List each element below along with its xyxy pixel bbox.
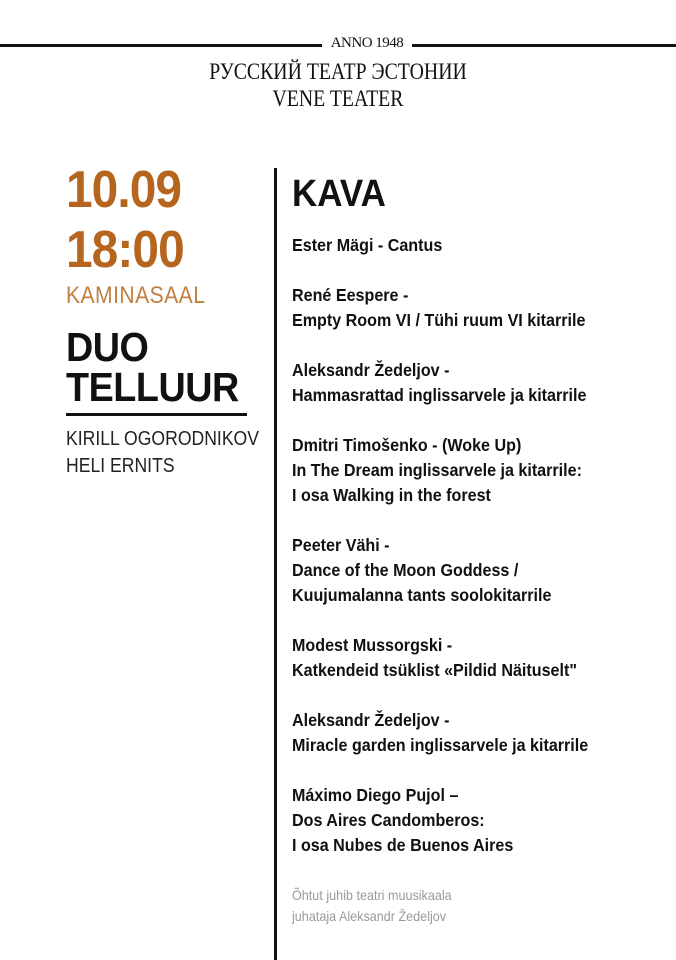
poster-header <box>0 0 676 120</box>
program-item <box>292 533 642 608</box>
host-note <box>292 885 616 927</box>
ensemble-underline <box>66 413 247 416</box>
theatre-name-estonian: VENE TEATER <box>272 86 404 111</box>
program-item-line: Máximo Diego Pujol – <box>292 785 459 805</box>
program-item-line: Modest Mussorgski - <box>292 635 453 655</box>
theatre-name-russian: РУССКИЙ ТЕАТР ЭСТОНИИ <box>209 59 467 84</box>
ensemble-name-line2: TELLUUR <box>66 364 239 410</box>
performer-list <box>66 426 259 480</box>
column-divider <box>274 168 277 960</box>
program-item-line: Kuujumalanna tants soolokitarrile <box>292 585 552 605</box>
program-title: KAVA <box>292 173 386 215</box>
program-item-line: René Eespere - <box>292 285 409 305</box>
program-item-line: Dos Aires Candomberos: <box>292 810 485 830</box>
event-venue: KAMINASAAL <box>66 282 206 309</box>
program-item-line: Empty Room VI / Tühi ruum VI kitarrile <box>292 310 586 330</box>
program-item-line: Dance of the Moon Goddess / <box>292 560 519 580</box>
program-item-line: I osa Walking in the forest <box>292 485 491 505</box>
performer-name: HELI ERNITS <box>66 455 175 477</box>
program-item <box>292 433 642 508</box>
program-item-line: Ester Mägi - Cantus <box>292 235 443 255</box>
header-rule-right <box>412 44 676 47</box>
program-item <box>292 783 642 858</box>
program-item-line: Aleksandr Žedeljov - <box>292 710 450 730</box>
program-item <box>292 633 642 683</box>
header-rule-left <box>0 44 322 47</box>
host-note-line: juhataja Aleksandr Žedeljov <box>292 908 447 924</box>
program-item-line: Aleksandr Žedeljov - <box>292 360 450 380</box>
program-item-line: Katkendeid tsüklist «Pildid Näituselt" <box>292 660 577 680</box>
program-item <box>292 708 642 758</box>
host-note-line: Õhtut juhib teatri muusikaala <box>292 887 452 903</box>
program-item-line: Hammasrattad inglissarvele ja kitarrile <box>292 385 587 405</box>
program-item-line: Dmitri Timošenko - (Woke Up) <box>292 435 522 455</box>
program-item <box>292 283 642 333</box>
event-time: 18:00 <box>66 221 184 279</box>
program-item-line: I osa Nubes de Buenos Aires <box>292 835 514 855</box>
ensemble-name-line1: DUO <box>66 324 149 370</box>
program-item-line: In The Dream inglissarvele ja kitarrile: <box>292 460 582 480</box>
program-item-line: Miracle garden inglissarvele ja kitarrile <box>292 735 589 755</box>
program-item-line: Peeter Vähi - <box>292 535 390 555</box>
program-list <box>292 172 672 883</box>
event-info <box>66 160 266 480</box>
program-item <box>292 358 642 408</box>
performer-name: KIRILL OGORODNIKOV <box>66 428 259 450</box>
event-date: 10.09 <box>66 161 182 219</box>
program-item <box>292 233 642 258</box>
anno-label: ANNO 1948 <box>330 35 404 51</box>
